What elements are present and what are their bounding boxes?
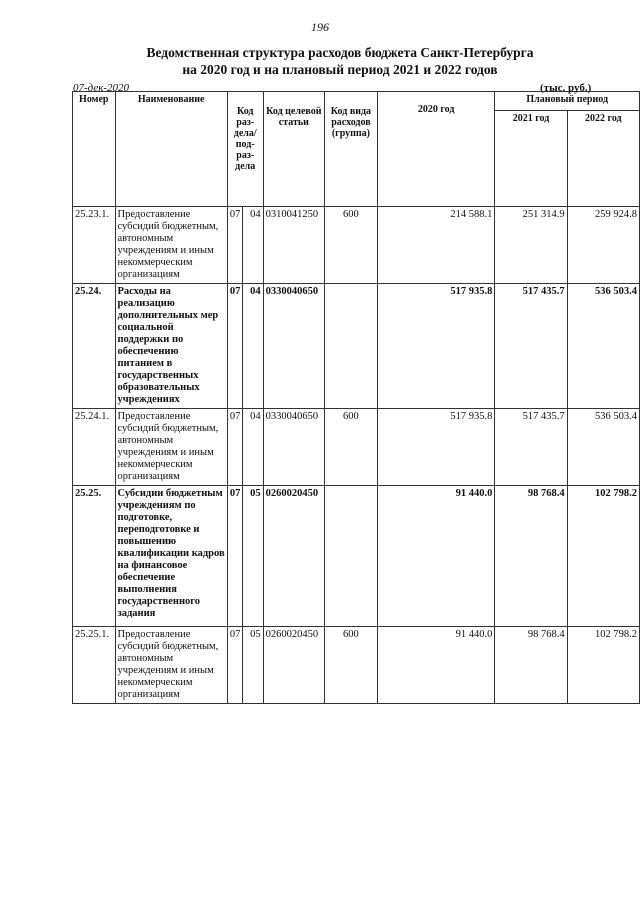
row-vid: 600 [325,207,378,284]
table-row [73,627,640,704]
row-razdel: 07 [227,207,243,284]
table-row [73,284,640,409]
header-2020: 2020 год [377,92,495,207]
title-line-1: Ведомственная структура расходов бюджета Санкт-Петербурга [146,45,534,60]
row-name: Предоставление субсидий бюджетным, автономным учреждениям и иным некоммерческим организациям [115,409,227,486]
row-celevaya: 0260020450 [263,486,324,627]
table-row [73,207,640,284]
table-row [73,486,640,627]
row-vid: 600 [325,409,378,486]
row-2022: 102 798.2 [567,486,639,627]
header-plan-period: Плановый период [495,92,640,111]
row-razdel: 07 [227,284,243,409]
header-name: Наименование [115,92,227,207]
row-vid [325,284,378,409]
row-2022: 102 798.2 [567,627,639,704]
row-2020: 517 935.8 [377,409,495,486]
row-number: 25.24.1. [73,409,116,486]
row-name: Предоставление субсидий бюджетным, автономным учреждениям и иным некоммерческим организациям [115,207,227,284]
row-podrazdel: 04 [243,207,263,284]
row-2021: 98 768.4 [495,627,567,704]
document-date: 07-дек-2020 [73,82,130,94]
header-nomer: Номер [73,92,116,207]
row-razdel: 07 [227,627,243,704]
row-number: 25.23.1. [73,207,116,284]
row-celevaya: 0330040650 [263,409,324,486]
header-celevaya: Код целевой статьи [263,92,324,207]
header-razdel: Код раз- дела/ под- раз- дела [227,92,263,207]
row-2020: 91 440.0 [377,486,495,627]
row-2020: 214 588.1 [377,207,495,284]
units-label: (тыс. руб.) [540,82,592,94]
row-podrazdel: 04 [243,284,263,409]
row-vid: 600 [325,627,378,704]
budget-table [72,91,640,704]
header-2021: 2021 год [495,111,567,207]
row-2022: 536 503.4 [567,284,639,409]
row-number: 25.24. [73,284,116,409]
row-celevaya: 0260020450 [263,627,324,704]
header-vid: Код вида расходов (группа) [325,92,378,207]
row-name: Субсидии бюджетным учреждениям по подготовке, переподготовке и повышению квалификации кадров на финансовое обеспечение выполнения государственного задания [115,486,227,627]
row-podrazdel: 05 [243,486,263,627]
row-name: Предоставление субсидий бюджетным, автономным учреждениям и иным некоммерческим организациям [115,627,227,704]
row-2021: 98 768.4 [495,486,567,627]
title-line-2: на 2020 год и на плановый период 2021 и 2022 годов [182,62,498,77]
row-2021: 251 314.9 [495,207,567,284]
row-number: 25.25. [73,486,116,627]
header-2022: 2022 год [567,111,639,207]
row-celevaya: 0310041250 [263,207,324,284]
row-podrazdel: 04 [243,409,263,486]
row-podrazdel: 05 [243,627,263,704]
row-razdel: 07 [227,409,243,486]
document-title [60,44,620,78]
page-number: 196 [311,20,329,34]
row-razdel: 07 [227,486,243,627]
row-2020: 517 935.8 [377,284,495,409]
row-2022: 536 503.4 [567,409,639,486]
row-2020: 91 440.0 [377,627,495,704]
table-row [73,409,640,486]
row-2021: 517 435.7 [495,284,567,409]
row-vid [325,486,378,627]
row-2021: 517 435.7 [495,409,567,486]
row-celevaya: 0330040650 [263,284,324,409]
row-name: Расходы на реализацию дополнительных мер социальной поддержки по обеспечению питанием в государственных образовательных учреждениях [115,284,227,409]
row-2022: 259 924.8 [567,207,639,284]
row-number: 25.25.1. [73,627,116,704]
